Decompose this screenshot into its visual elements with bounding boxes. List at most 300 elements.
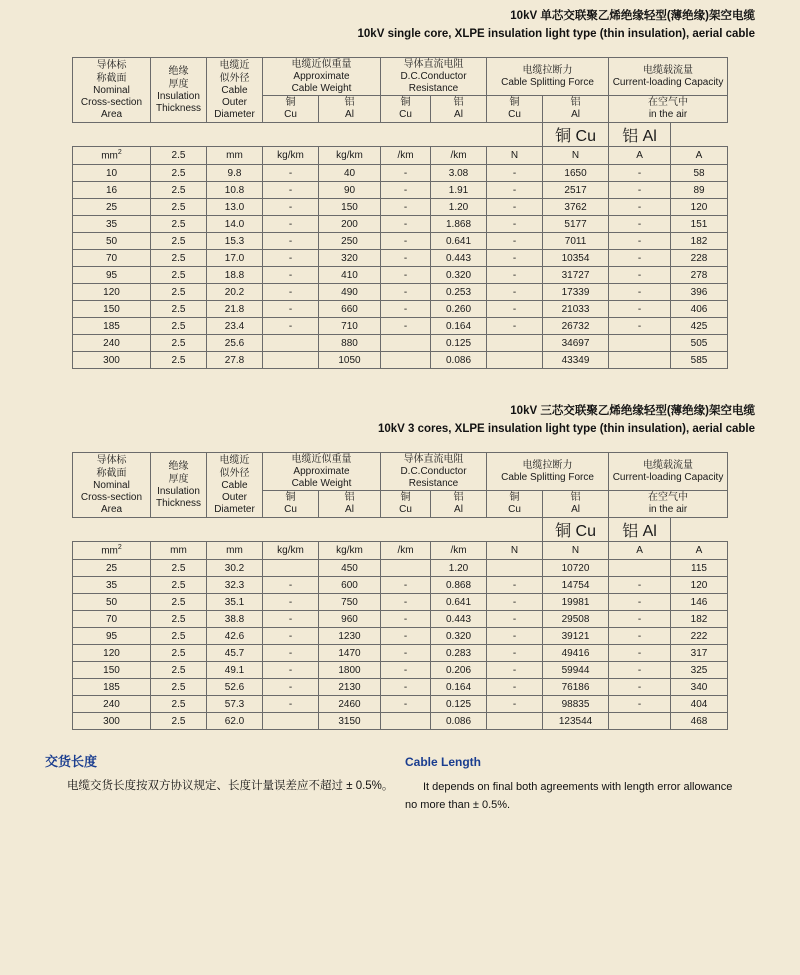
cell-force-cu: - (487, 267, 543, 284)
table-header-row-1 (73, 453, 728, 491)
cell-thickness: 2.5 (151, 233, 207, 250)
cell-cur-al: 115 (671, 560, 728, 577)
cell-area: 150 (73, 301, 151, 318)
cell-res-cu: - (381, 199, 431, 216)
unit-res-al: /km (431, 542, 487, 560)
cell-thickness: 2.5 (151, 577, 207, 594)
header-current-al: 铝 Al (609, 518, 671, 542)
unit-res-cu: /km (381, 542, 431, 560)
header-dc-resistance: 导体直流电阻 D.C.Conductor Resistance (381, 453, 487, 491)
table-row (73, 713, 728, 730)
cell-thickness: 2.5 (151, 216, 207, 233)
unit-area: $mm^2$ (73, 147, 151, 165)
cell-force-al: 3762 (543, 199, 609, 216)
cell-weight-cu: - (263, 233, 319, 250)
cell-res-al: 0.253 (431, 284, 487, 301)
cell-cur-al: 325 (671, 662, 728, 679)
header-cable-weight: 电缆近似重量 Approximate Cable Weight (263, 453, 381, 491)
cell-thickness: 2.5 (151, 284, 207, 301)
header-force-al: 铝 Al (543, 96, 609, 123)
cell-weight-al: 450 (319, 560, 381, 577)
header-cable-weight: 电缆近似重量 Approximate Cable Weight (263, 58, 381, 96)
cell-res-cu (381, 713, 431, 730)
cell-cur-al: 404 (671, 696, 728, 713)
cell-diameter: 38.8 (207, 611, 263, 628)
table-row (73, 284, 728, 301)
cell-diameter: 62.0 (207, 713, 263, 730)
cell-area: 10 (73, 165, 151, 182)
cell-diameter: 21.8 (207, 301, 263, 318)
cell-cur-cu: - (609, 267, 671, 284)
table-row (73, 233, 728, 250)
cell-force-al: 49416 (543, 645, 609, 662)
unit-cur-cu: A (609, 147, 671, 165)
cell-weight-cu: - (263, 250, 319, 267)
cell-force-al: 59944 (543, 662, 609, 679)
cell-weight-al: 710 (319, 318, 381, 335)
cell-cur-cu (609, 560, 671, 577)
header-current-capacity: 电缆载流量 Current-loading Capacity (609, 453, 728, 491)
cell-res-al: 0.164 (431, 679, 487, 696)
cell-diameter: 25.6 (207, 335, 263, 352)
cell-weight-cu: - (263, 611, 319, 628)
cell-res-al: 0.260 (431, 301, 487, 318)
note-chinese (45, 752, 405, 814)
section-1-title-en: 10kV single core, XLPE insulation light type (thin insulation), aerial cable (357, 28, 755, 40)
cell-res-al: 0.125 (431, 696, 487, 713)
cell-weight-al: 880 (319, 335, 381, 352)
cell-res-cu: - (381, 165, 431, 182)
cell-res-cu: - (381, 662, 431, 679)
cell-res-al: 0.164 (431, 318, 487, 335)
table-row (73, 352, 728, 369)
cell-thickness: 2.5 (151, 199, 207, 216)
cell-diameter: 13.0 (207, 199, 263, 216)
cell-res-al: 0.443 (431, 250, 487, 267)
unit-res-al: /km (431, 147, 487, 165)
cell-thickness: 2.5 (151, 182, 207, 199)
cell-cur-al: 406 (671, 301, 728, 318)
cell-thickness: 2.5 (151, 301, 207, 318)
header-force-cu: 铜 Cu (487, 96, 543, 123)
section-2-title-en: 10kV 3 cores, XLPE insulation light type (thin insulation), aerial cable (377, 423, 755, 435)
cell-res-cu (381, 335, 431, 352)
unit-weight-cu: kg/km (263, 542, 319, 560)
cell-force-cu: - (487, 301, 543, 318)
cell-force-al: 43349 (543, 352, 609, 369)
cell-res-al: 0.206 (431, 662, 487, 679)
cell-weight-cu: - (263, 628, 319, 645)
cell-force-al: 31727 (543, 267, 609, 284)
cell-res-al: 0.125 (431, 335, 487, 352)
header-weight-cu: 铜 Cu (263, 491, 319, 518)
header-in-the-air: 在空气中 in the air (609, 96, 728, 123)
cell-force-al: 1650 (543, 165, 609, 182)
unit-area: $mm^2$ (73, 542, 151, 560)
cell-res-cu (381, 352, 431, 369)
note-english (405, 752, 735, 814)
cell-res-cu: - (381, 645, 431, 662)
header-current-al: 铝 Al (609, 123, 671, 147)
cell-force-cu: - (487, 611, 543, 628)
cell-res-cu: - (381, 301, 431, 318)
cell-cur-cu: - (609, 645, 671, 662)
section-1-title-cn: 10kV 单芯交联聚乙烯绝缘轻型(薄绝缘)架空电缆 (510, 10, 755, 22)
cell-res-cu: - (381, 611, 431, 628)
cell-weight-al: 2460 (319, 696, 381, 713)
cell-area: 95 (73, 267, 151, 284)
cell-area: 35 (73, 216, 151, 233)
cell-cur-al: 222 (671, 628, 728, 645)
cell-thickness: 2.5 (151, 611, 207, 628)
cell-force-cu: - (487, 662, 543, 679)
cell-thickness: 2.5 (151, 696, 207, 713)
cell-force-cu: - (487, 679, 543, 696)
cell-res-al: 0.320 (431, 628, 487, 645)
cell-diameter: 9.8 (207, 165, 263, 182)
table-row (73, 696, 728, 713)
table-header-row-3 (73, 123, 728, 147)
cell-thickness: 2.5 (151, 335, 207, 352)
cell-area: 50 (73, 594, 151, 611)
cell-force-al: 29508 (543, 611, 609, 628)
cell-weight-cu: - (263, 301, 319, 318)
cell-res-cu (381, 560, 431, 577)
cell-cur-al: 182 (671, 611, 728, 628)
cell-force-al: 14754 (543, 577, 609, 594)
cell-cur-cu: - (609, 284, 671, 301)
cell-weight-cu: - (263, 645, 319, 662)
note-heading-en: Cable Length (405, 755, 482, 769)
cell-force-al: 39121 (543, 628, 609, 645)
section-1-title (45, 0, 755, 43)
cell-cur-cu: - (609, 628, 671, 645)
unit-thickness: 2.5 (151, 147, 207, 165)
cell-cur-cu: - (609, 165, 671, 182)
cell-weight-cu: - (263, 679, 319, 696)
cell-area: 25 (73, 199, 151, 216)
header-force-cu: 铜 Cu (487, 491, 543, 518)
cell-weight-cu: - (263, 662, 319, 679)
table-row (73, 318, 728, 335)
cell-cur-cu (609, 352, 671, 369)
table-row (73, 267, 728, 284)
cell-thickness: 2.5 (151, 628, 207, 645)
unit-diameter: mm (207, 542, 263, 560)
cell-res-cu: - (381, 250, 431, 267)
cell-weight-al: 960 (319, 611, 381, 628)
cell-weight-cu: - (263, 594, 319, 611)
cell-cur-al: 228 (671, 250, 728, 267)
cell-cur-cu (609, 713, 671, 730)
header-current-cu: 铜 Cu (543, 123, 609, 147)
unit-cur-al: A (671, 147, 728, 165)
cell-res-cu: - (381, 679, 431, 696)
unit-weight-cu: kg/km (263, 147, 319, 165)
cell-weight-al: 660 (319, 301, 381, 318)
cell-thickness: 2.5 (151, 165, 207, 182)
cell-force-al: 17339 (543, 284, 609, 301)
cell-res-al: 0.320 (431, 267, 487, 284)
cell-area: 150 (73, 662, 151, 679)
cell-res-al: 0.086 (431, 713, 487, 730)
unit-force-cu: N (487, 542, 543, 560)
cell-cur-cu: - (609, 696, 671, 713)
cell-cur-cu: - (609, 301, 671, 318)
cell-weight-al: 490 (319, 284, 381, 301)
cell-cur-cu: - (609, 216, 671, 233)
cell-thickness: 2.5 (151, 352, 207, 369)
cell-area: 25 (73, 560, 151, 577)
unit-cur-cu: A (609, 542, 671, 560)
cell-diameter: 18.8 (207, 267, 263, 284)
cell-cur-cu: - (609, 182, 671, 199)
cell-force-cu (487, 352, 543, 369)
cell-cur-al: 505 (671, 335, 728, 352)
cell-res-al: 0.443 (431, 611, 487, 628)
header-nominal-area: 导体标 称截面 Nominal Cross-section Area (73, 58, 151, 123)
cell-thickness: 2.5 (151, 594, 207, 611)
cable-length-notes (45, 752, 755, 814)
cell-weight-al: 250 (319, 233, 381, 250)
cell-weight-al: 320 (319, 250, 381, 267)
table-row (73, 301, 728, 318)
cell-res-cu: - (381, 577, 431, 594)
cell-cur-cu: - (609, 250, 671, 267)
cell-force-cu: - (487, 233, 543, 250)
cell-diameter: 17.0 (207, 250, 263, 267)
cell-cur-cu: - (609, 233, 671, 250)
cell-thickness: 2.5 (151, 560, 207, 577)
cell-cur-cu: - (609, 318, 671, 335)
cell-weight-cu: - (263, 577, 319, 594)
cell-cur-al: 120 (671, 577, 728, 594)
table-row (73, 216, 728, 233)
table-row (73, 662, 728, 679)
cell-res-cu: - (381, 182, 431, 199)
header-outer-diameter: 电缆近 似外径 Cable Outer Diameter (207, 453, 263, 518)
cell-res-cu: - (381, 628, 431, 645)
cell-cur-cu (609, 335, 671, 352)
cell-res-cu: - (381, 267, 431, 284)
cell-weight-cu: - (263, 199, 319, 216)
header-resistance-cu: 铜 Cu (381, 96, 431, 123)
cell-cur-al: 278 (671, 267, 728, 284)
cell-force-cu: - (487, 696, 543, 713)
cell-diameter: 14.0 (207, 216, 263, 233)
table-header-row-1 (73, 58, 728, 96)
note-body-cn: 电缆交货长度按双方协议规定、长度计量误差应不超过 ± 0.5%。 (67, 780, 394, 792)
cell-area: 16 (73, 182, 151, 199)
cell-area: 300 (73, 352, 151, 369)
cell-force-cu: - (487, 250, 543, 267)
three-core-spec-table (72, 452, 728, 730)
cell-weight-al: 1050 (319, 352, 381, 369)
cell-res-al: 0.868 (431, 577, 487, 594)
cell-force-cu: - (487, 216, 543, 233)
cell-area: 240 (73, 335, 151, 352)
cell-force-al: 2517 (543, 182, 609, 199)
cell-diameter: 20.2 (207, 284, 263, 301)
cell-area: 300 (73, 713, 151, 730)
cell-weight-cu: - (263, 696, 319, 713)
table-row (73, 645, 728, 662)
note-body-en: It depends on final both agreements with length error allowance no more than ± 0.5%. (405, 781, 733, 811)
cell-weight-cu (263, 560, 319, 577)
cell-weight-al: 150 (319, 199, 381, 216)
cell-weight-cu (263, 352, 319, 369)
cell-diameter: 52.6 (207, 679, 263, 696)
cell-diameter: 35.1 (207, 594, 263, 611)
header-force-al: 铝 Al (543, 491, 609, 518)
cell-weight-al: 40 (319, 165, 381, 182)
cell-res-al: 1.868 (431, 216, 487, 233)
cell-weight-al: 750 (319, 594, 381, 611)
cell-diameter: 30.2 (207, 560, 263, 577)
unit-row (73, 542, 728, 560)
cell-thickness: 2.5 (151, 645, 207, 662)
cell-area: 120 (73, 645, 151, 662)
cell-force-al: 10720 (543, 560, 609, 577)
header-resistance-al: 铝 Al (431, 491, 487, 518)
cell-res-cu: - (381, 696, 431, 713)
single-core-spec-table (72, 57, 728, 369)
cell-diameter: 57.3 (207, 696, 263, 713)
cell-cur-al: 396 (671, 284, 728, 301)
cell-force-cu: - (487, 577, 543, 594)
cell-cur-al: 120 (671, 199, 728, 216)
header-weight-al: 铝 Al (319, 491, 381, 518)
table-header-row-3 (73, 518, 728, 542)
cell-cur-cu: - (609, 662, 671, 679)
cell-diameter: 23.4 (207, 318, 263, 335)
cell-diameter: 32.3 (207, 577, 263, 594)
header-dc-resistance: 导体直流电阻 D.C.Conductor Resistance (381, 58, 487, 96)
cell-force-al: 76186 (543, 679, 609, 696)
unit-weight-al: kg/km (319, 147, 381, 165)
cell-cur-al: 468 (671, 713, 728, 730)
cell-cur-al: 151 (671, 216, 728, 233)
cell-force-al: 21033 (543, 301, 609, 318)
cell-res-al: 1.20 (431, 560, 487, 577)
unit-diameter: mm (207, 147, 263, 165)
cell-force-cu: - (487, 199, 543, 216)
table-row (73, 560, 728, 577)
cell-area: 185 (73, 318, 151, 335)
cell-weight-cu: - (263, 284, 319, 301)
cell-thickness: 2.5 (151, 318, 207, 335)
cell-force-cu (487, 560, 543, 577)
unit-cur-al: A (671, 542, 728, 560)
header-resistance-al: 铝 Al (431, 96, 487, 123)
cell-force-cu: - (487, 318, 543, 335)
cell-force-cu (487, 335, 543, 352)
header-weight-cu: 铜 Cu (263, 96, 319, 123)
cell-cur-cu: - (609, 611, 671, 628)
table-row (73, 628, 728, 645)
header-insulation-thickness: 绝缘 厚度 Insulation Thickness (151, 453, 207, 518)
cell-weight-al: 600 (319, 577, 381, 594)
table-row (73, 165, 728, 182)
cell-cur-cu: - (609, 199, 671, 216)
cell-thickness: 2.5 (151, 250, 207, 267)
cell-res-al: 0.641 (431, 594, 487, 611)
header-current-capacity: 电缆载流量 Current-loading Capacity (609, 58, 728, 96)
cell-cur-cu: - (609, 679, 671, 696)
cell-cur-al: 425 (671, 318, 728, 335)
table-row (73, 594, 728, 611)
cell-area: 120 (73, 284, 151, 301)
cell-res-cu: - (381, 594, 431, 611)
cell-force-al: 123544 (543, 713, 609, 730)
cell-res-al: 3.08 (431, 165, 487, 182)
header-current-cu: 铜 Cu (543, 518, 609, 542)
header-outer-diameter: 电缆近 似外径 Cable Outer Diameter (207, 58, 263, 123)
cell-res-al: 0.641 (431, 233, 487, 250)
cell-weight-al: 2130 (319, 679, 381, 696)
header-insulation-thickness: 绝缘 厚度 Insulation Thickness (151, 58, 207, 123)
cell-area: 70 (73, 611, 151, 628)
table-row (73, 679, 728, 696)
table-row (73, 577, 728, 594)
cell-cur-al: 146 (671, 594, 728, 611)
cell-area: 185 (73, 679, 151, 696)
cell-thickness: 2.5 (151, 662, 207, 679)
cell-force-al: 7011 (543, 233, 609, 250)
cell-area: 70 (73, 250, 151, 267)
cell-force-al: 10354 (543, 250, 609, 267)
cell-cur-al: 182 (671, 233, 728, 250)
cell-cur-al: 317 (671, 645, 728, 662)
cell-weight-al: 1800 (319, 662, 381, 679)
cell-area: 95 (73, 628, 151, 645)
cell-weight-al: 410 (319, 267, 381, 284)
cell-force-cu: - (487, 594, 543, 611)
header-resistance-cu: 铜 Cu (381, 491, 431, 518)
unit-row (73, 147, 728, 165)
cell-res-al: 1.20 (431, 199, 487, 216)
cell-cur-al: 585 (671, 352, 728, 369)
header-in-the-air: 在空气中 in the air (609, 491, 728, 518)
unit-res-cu: /km (381, 147, 431, 165)
cell-force-al: 34697 (543, 335, 609, 352)
unit-force-cu: N (487, 147, 543, 165)
cell-cur-al: 58 (671, 165, 728, 182)
table-row (73, 335, 728, 352)
unit-thickness: mm (151, 542, 207, 560)
unit-force-al: N (543, 147, 609, 165)
cell-force-cu: - (487, 284, 543, 301)
section-2-title-cn: 10kV 三芯交联聚乙烯绝缘轻型(薄绝缘)架空电缆 (510, 405, 755, 417)
cell-force-al: 26732 (543, 318, 609, 335)
cell-res-al: 0.086 (431, 352, 487, 369)
cell-weight-al: 1470 (319, 645, 381, 662)
cell-diameter: 49.1 (207, 662, 263, 679)
cell-force-al: 5177 (543, 216, 609, 233)
cell-weight-al: 200 (319, 216, 381, 233)
cell-force-cu (487, 713, 543, 730)
header-weight-al: 铝 Al (319, 96, 381, 123)
cell-weight-cu: - (263, 216, 319, 233)
cell-cur-cu: - (609, 577, 671, 594)
header-splitting-force: 电缆拉断力 Cable Splitting Force (487, 58, 609, 96)
header-splitting-force: 电缆拉断力 Cable Splitting Force (487, 453, 609, 491)
note-heading-cn: 交货长度 (45, 754, 98, 769)
cell-res-cu: - (381, 216, 431, 233)
table-row (73, 182, 728, 199)
table-row (73, 250, 728, 267)
header-nominal-area: 导体标 称截面 Nominal Cross-section Area (73, 453, 151, 518)
